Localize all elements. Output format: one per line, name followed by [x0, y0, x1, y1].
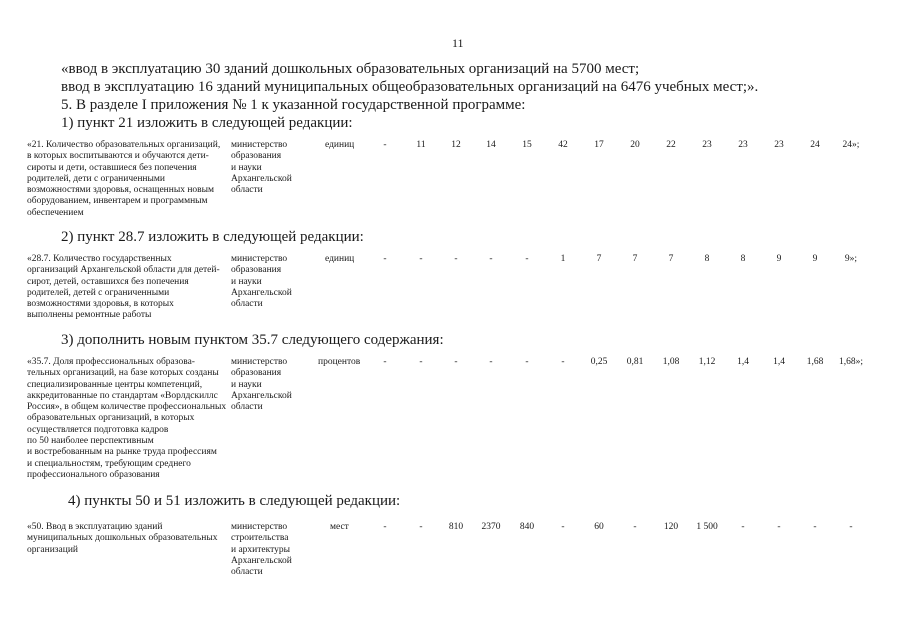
row-value: 1,68»;: [838, 357, 863, 367]
row-value: -: [741, 522, 745, 532]
row-value: 7: [596, 254, 602, 264]
row-name-line: организаций: [27, 544, 79, 555]
row-value: 42: [558, 140, 568, 150]
row-value: 1 500: [696, 522, 718, 532]
row-value: 20: [630, 140, 640, 150]
row-value: 1,12: [698, 357, 716, 367]
row-value: 60: [594, 522, 604, 532]
row-name-line: «28.7. Количество государственных: [27, 254, 172, 264]
row-name-line: Россия», в общем количестве профессиональных: [27, 402, 227, 413]
row-ministry: [231, 522, 311, 578]
row-value: -: [383, 254, 387, 264]
row-name-line: сироты и дети, оставшиеся без попечения: [27, 162, 197, 173]
row-name-line: осуществляется подготовка кадров: [27, 424, 169, 435]
row-name: [27, 522, 229, 556]
page-number: 11: [452, 36, 464, 50]
row-unit: мест: [330, 522, 349, 532]
row-name: [27, 254, 229, 322]
row-value: 9»;: [844, 254, 858, 264]
row-value: -: [419, 254, 423, 264]
row-name-line: возможностями здоровья, оснащенных новым: [27, 185, 215, 196]
row-value: 2370: [481, 522, 501, 532]
row-name-line: и востребованным на рынке труда профессиям: [27, 447, 217, 458]
row-value: 24: [810, 140, 820, 150]
row-unit: единиц: [325, 254, 355, 264]
row-value: 120: [663, 522, 679, 532]
row-value: 22: [666, 140, 676, 150]
intro-line-4: 1) пункт 21 изложить в следующей редакции:: [61, 115, 353, 131]
row-ministry: [231, 140, 311, 196]
row-value: 23: [702, 140, 712, 150]
ministry-line: образования: [231, 368, 282, 379]
row-name-line: образовательных организаций, в которых: [27, 413, 195, 424]
section-heading: 3) дополнить новым пунктом 35.7 следующего содержания:: [61, 332, 444, 348]
row-value: -: [561, 522, 565, 532]
row-name-line: родителей, детей с ограниченными: [27, 287, 170, 298]
intro-line-2: ввод в эксплуатацию 16 зданий муниципальных общеобразовательных организаций на 6476 учебных мест;».: [61, 79, 759, 95]
ministry-line: области: [231, 299, 263, 310]
row-value: -: [383, 140, 387, 150]
row-value: 23: [774, 140, 784, 150]
ministry-line: области: [231, 185, 263, 196]
ministry-line: образования: [231, 265, 282, 276]
row-name-line: выполнены ремонтные работы: [27, 310, 152, 321]
ministry-line: и архитектуры: [231, 544, 291, 555]
row-ministry: [231, 254, 311, 310]
ministry-line: министерство: [231, 522, 288, 532]
row-unit: единиц: [325, 140, 355, 150]
row-value: 1,4: [737, 357, 749, 367]
row-value: 9: [776, 254, 782, 264]
row-value: 17: [594, 140, 604, 150]
row-name-line: возможностями здоровья, в которых: [27, 299, 174, 310]
row-name-line: в которых воспитываются и обучаются дети-: [27, 151, 209, 162]
row-name-line: «35.7. Доля профессиональных образова-: [27, 357, 195, 367]
row-value: 15: [522, 140, 532, 150]
row-unit: процентов: [318, 357, 361, 367]
ministry-line: Архангельской: [231, 173, 292, 184]
ministry-line: министерство: [231, 254, 288, 264]
ministry-line: министерство: [231, 140, 288, 150]
row-value: -: [454, 357, 458, 367]
ministry-line: строительства: [231, 533, 289, 544]
row-value: -: [633, 522, 637, 532]
row-value: -: [813, 522, 817, 532]
ministry-line: Архангельской: [231, 555, 292, 566]
row-name-line: родителей, дети с ограниченными: [27, 173, 165, 184]
row-value: 1: [560, 254, 566, 264]
ministry-line: области: [231, 567, 263, 578]
row-value: -: [419, 522, 423, 532]
row-value: -: [383, 357, 387, 367]
row-name: [27, 357, 229, 481]
ministry-line: министерство: [231, 357, 288, 367]
row-value: -: [525, 357, 529, 367]
ministry-line: Архангельской: [231, 287, 292, 298]
row-value: 810: [448, 522, 464, 532]
row-value: 23: [738, 140, 748, 150]
ministry-line: и науки: [231, 162, 262, 173]
row-value: 840: [519, 522, 535, 532]
row-name-line: аккредитованные по стандартам «Ворлдскиллс: [27, 390, 218, 401]
row-value: 11: [416, 140, 426, 150]
row-value: -: [419, 357, 423, 367]
ministry-line: и науки: [231, 276, 262, 287]
row-value: -: [489, 254, 493, 264]
row-value: 1,08: [662, 357, 680, 367]
row-value: 9: [812, 254, 818, 264]
ministry-line: области: [231, 402, 263, 413]
row-name-line: по 50 наиболее перспективным: [27, 436, 154, 447]
row-value: -: [561, 357, 565, 367]
row-value: 8: [740, 254, 746, 264]
row-name-line: и специальностям, требующим среднего: [27, 458, 191, 469]
row-value: 0,25: [590, 357, 608, 367]
intro-line-3: 5. В разделе I приложения № 1 к указанной государственной программе:: [61, 97, 526, 113]
row-name-line: обеспечением: [27, 207, 84, 218]
ministry-line: Архангельской: [231, 390, 292, 401]
row-name-line: организаций Архангельской области для детей-: [27, 265, 220, 276]
row-value: 8: [704, 254, 710, 264]
row-value: 12: [451, 140, 461, 150]
row-name-line: оборудованием, инвентарем и программным: [27, 196, 208, 207]
section-heading: 2) пункт 28.7 изложить в следующей редакции:: [61, 229, 364, 245]
row-value: 1,68: [806, 357, 824, 367]
section-heading: 4) пункты 50 и 51 изложить в следующей редакции:: [68, 493, 401, 509]
row-value: 7: [668, 254, 674, 264]
row-value: 7: [632, 254, 638, 264]
row-value: -: [454, 254, 458, 264]
row-value: -: [489, 357, 493, 367]
ministry-line: и науки: [231, 379, 262, 390]
row-value: -: [525, 254, 529, 264]
row-value: -: [849, 522, 853, 532]
row-value: -: [383, 522, 387, 532]
intro-line-1: «ввод в эксплуатацию 30 зданий дошкольных образовательных организаций на 5700 мест;: [61, 61, 640, 77]
row-name-line: муниципальных дошкольных образовательных: [27, 533, 218, 544]
row-value: 14: [486, 140, 496, 150]
ministry-line: образования: [231, 151, 282, 162]
row-value: -: [777, 522, 781, 532]
row-name-line: специализированные центры компетенций,: [27, 379, 203, 390]
row-value: 24»;: [842, 140, 860, 150]
row-name-line: «50. Ввод в эксплуатацию зданий: [27, 522, 163, 532]
row-value: 1,4: [773, 357, 785, 367]
row-name-line: сирот, детей, оставшихся без попечения: [27, 276, 189, 287]
row-name-line: «21. Количество образовательных организаций,: [27, 140, 221, 150]
row-value: 0,81: [626, 357, 644, 367]
row-name-line: тельных организаций, на базе которых созданы: [27, 368, 219, 379]
row-name: [27, 140, 229, 219]
row-name-line: профессионального образования: [27, 469, 160, 480]
row-ministry: [231, 357, 311, 413]
